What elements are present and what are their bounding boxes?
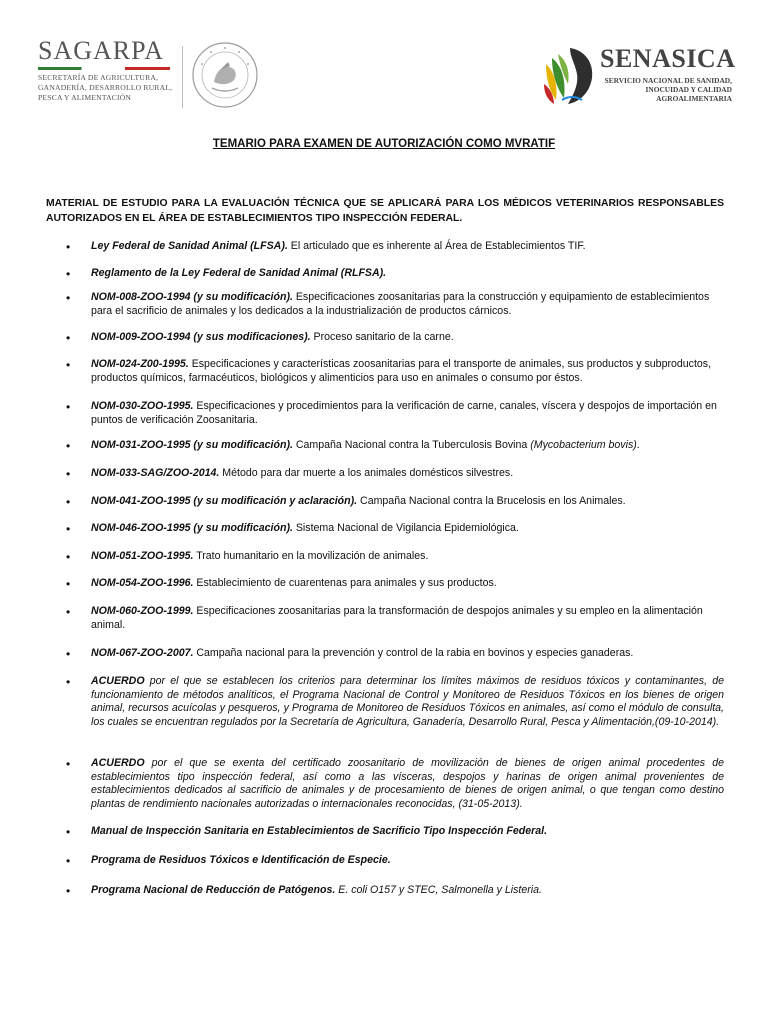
item-description: Especificaciones zoosanitarias para la transformación de despojos animales y su empleo en la alimentación animal. [91,605,703,631]
sagarpa-subtitle-1: SECRETARÍA DE AGRICULTURA, [38,73,159,82]
item-code: NOM-009-ZOO-1994 (y sus modificaciones). [91,331,311,343]
bullet: • [66,550,71,564]
list-item-text [91,605,724,632]
item-species: (Mycobacterium bovis) [530,439,637,451]
item-code: NOM-051-ZOO-1995. [91,550,194,562]
item-description: Especificaciones y características zoosanitarias para el transporte de animales, sus productos y subproductos, productos químicos, farmacéuticos, biológicos y alimenticios para uso en animales o consumo por éstos. [91,358,712,384]
item-description: Campaña Nacional contra la Tuberculosis Bovina [292,439,531,451]
bullet: • [66,605,71,619]
mexican-seal-icon [190,40,260,110]
bullet: • [66,757,71,771]
list-item-text [91,439,724,453]
item-period: . [636,439,640,451]
bullet: • [66,854,71,868]
list-item-text [91,495,724,509]
bullet: • [66,522,71,536]
item-code: NOM-033-SAG/ZOO-2014. [91,467,220,479]
bullet: • [66,647,71,661]
list-item-text [91,757,724,811]
list-item-text [91,467,724,481]
list-item-text [91,267,724,281]
item-code: Ley Federal de Sanidad Animal (LFSA). [91,240,288,252]
item-description: Establecimiento de cuarentenas para animales y sus productos. [193,577,497,589]
sagarpa-name: SAGARPA [38,36,164,65]
item-code: Reglamento de la Ley Federal de Sanidad Animal (RLFSA). [91,267,387,279]
senasica-emblem-icon [540,44,598,108]
item-code: Manual de Inspección Sanitaria en Establecimientos de Sacrificio Tipo Inspección Federal. [91,825,548,837]
item-code: NOM-041-ZOO-1995 (y su modificación y aclaración). [91,495,358,507]
bullet: • [66,495,71,509]
item-description: Proceso sanitario de la carne. [310,331,454,343]
item-description: por el que se establecen los criterios para determinar los límites máximos de residuos tóxicos y contaminantes, de funcionamiento de métodos analíticos, el Programa Nacional de Control y Monitoreo de Residuos Tóxicos en los bienes de origen animal, recursos acuícolas y pesqueros, y Programa de Monitoreo de Residuos Tóxicos en animales, así como el módulo de consulta, los cuales se encuentran regulados por la Secretaría de Agricultura, Ganadería, Desarrollo Rural, Pesca y Alimentación,(09-10-2014). [91,675,724,728]
item-description: Método para dar muerte a los animales domésticos silvestres. [219,467,514,479]
list-item-text [91,358,724,385]
bullet: • [66,240,71,254]
bullet: • [66,675,71,689]
item-code: Programa Nacional de Reducción de Patógenos. [91,884,336,896]
item-description: E. coli O157 y STEC, Salmonella y Listeria. [335,884,542,896]
senasica-subtitle [602,76,732,103]
sagarpa-subtitle-3: PESCA Y ALIMENTACIÓN [38,93,132,102]
intro-paragraph: MATERIAL DE ESTUDIO PARA LA EVALUACIÓN TÉCNICA QUE SE APLICARÁ PARA LOS MÉDICOS VETERINARIOS RESPONSABLES AUTORIZADOS EN EL ÁREA DE ESTABLECIMIENTOS TIPO INSPECCIÓN FEDERAL. [46,198,724,224]
item-description: Campaña nacional para la prevención y control de la rabia en bovinos y especies ganaderas. [193,647,634,659]
document-title: TEMARIO PARA EXAMEN DE AUTORIZACIÓN COMO MVRATIF [212,138,556,150]
senasica-subtitle-1: SERVICIO NACIONAL DE SANIDAD, [604,76,732,85]
item-code: NOM-054-ZOO-1996. [91,577,194,589]
item-description: Campaña Nacional contra la Brucelosis en los Animales. [357,495,626,507]
item-code: NOM-031-ZOO-1995 (y su modificación). [91,439,293,451]
bullet: • [66,577,71,591]
bullet: • [66,291,71,305]
item-code: ACUERDO [91,757,145,769]
senasica-logo [540,40,740,110]
page-header [0,0,768,120]
bullet: • [66,400,71,414]
bullet: • [66,884,71,898]
item-code: NOM-030-ZOO-1995. [91,400,194,412]
item-code: NOM-024-Z00-1995. [91,358,189,370]
sagarpa-logo [38,38,183,103]
header-divider [182,46,183,108]
senasica-name: SENASICA [600,44,736,73]
list-item-text [91,291,724,318]
sagarpa-subtitle-2: GANADERÍA, DESARROLLO RURAL, [38,83,173,92]
bullet: • [66,267,71,281]
item-description: por el que se exenta del certificado zoosanitario de movilización de bienes de origen animal procedentes de establecimientos tipo inspección federal, así como a las vísceras, despojos y harinas de origen animal provenientes de establecimientos dedicados al sacrificio de animales y de procesamiento de bienes de origen animal, o que tengan como destino plantas de rendimiento nacionales autorizadas o internacionales reconocidas, (31-05-2013). [91,757,724,810]
bullet: • [66,825,71,839]
bullet: • [66,439,71,453]
list-item-text [91,577,724,591]
list-item-text [91,550,724,564]
senasica-subtitle-2: INOCUIDAD Y CALIDAD [645,85,732,94]
item-description: El articulado que es inherente al Área de Establecimientos TIF. [287,240,586,252]
list-item-text [91,400,724,427]
item-code: NOM-008-ZOO-1994 (y su modificación). [91,291,293,303]
item-code: NOM-060-ZOO-1999. [91,605,194,617]
list-item-text [91,331,724,345]
list-item-text [91,884,724,898]
item-description: Trato humanitario en la movilización de animales. [193,550,429,562]
list-item-text [91,522,724,536]
sagarpa-flag-stripe [38,67,170,70]
item-description: Sistema Nacional de Vigilancia Epidemiológica. [292,522,519,534]
item-code: NOM-067-ZOO-2007. [91,647,194,659]
item-code: NOM-046-ZOO-1995 (y su modificación). [91,522,293,534]
item-code: Programa de Residuos Tóxicos e Identificación de Especie. [91,854,391,866]
senasica-subtitle-3: AGROALIMENTARIA [656,94,732,103]
list-item-text [91,854,724,868]
item-description: Especificaciones zoosanitarias para la construcción y equipamiento de establecimientos para el sacrificio de animales y los dedicados a la industrialización de productos cárnicos. [91,291,710,317]
list-item-text [91,825,724,839]
item-code: ACUERDO [91,675,145,687]
bullet: • [66,467,71,481]
list-item-text [91,675,724,729]
bullet: • [66,358,71,372]
bullet: • [66,331,71,345]
list-item-text [91,240,724,254]
item-description: Especificaciones y procedimientos para la verificación de carne, canales, víscera y despojos de importación en puntos de verificación Zoosanitaria. [91,400,717,426]
list-item-text [91,647,724,661]
